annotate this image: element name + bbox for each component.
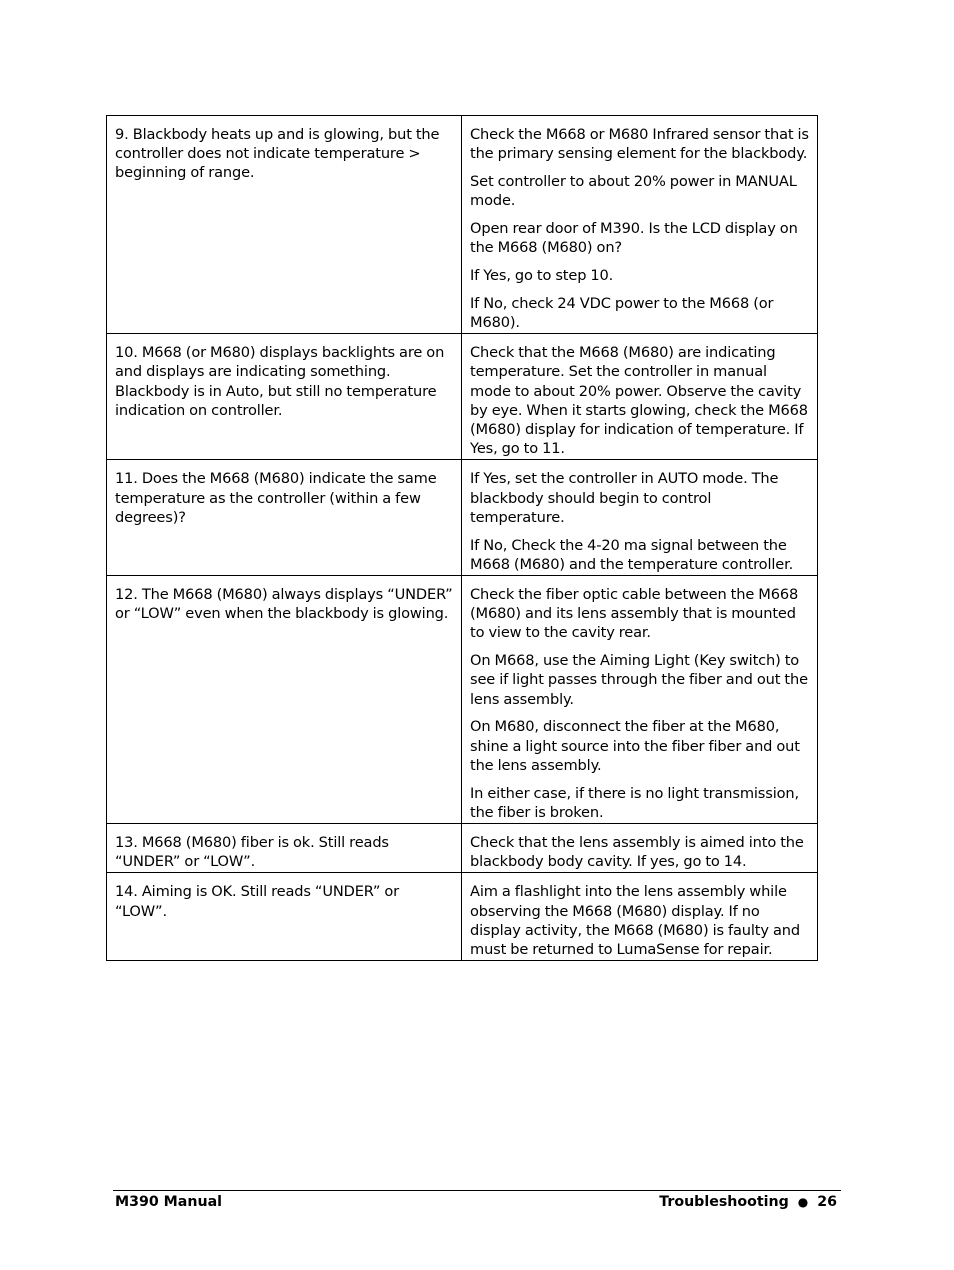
action-text: Set controller to about 20% power in MANUAL mode. [470,173,797,210]
problem-cell: 10. M668 (or M680) displays backlights are on and displays are indicating something. Blackbody is in Auto, but still no temperature indication on controller. [107,334,462,460]
troubleshooting-table [106,115,818,961]
problem-cell: 11. Does the M668 (M680) indicate the same temperature as the controller (within a few degrees)? [107,460,462,576]
action-cell [462,576,818,824]
action-text: If No, Check the 4-20 ma signal between the M668 (M680) and the temperature controller. [470,536,794,573]
table-row [107,334,818,460]
action-cell [462,824,818,873]
action-cell [462,334,818,460]
table-row [107,824,818,873]
action-text: On M668, use the Aiming Light (Key switch) to see if light passes through the fiber and out the lens assembly. [470,652,808,708]
action-text: In either case, if there is no light transmission, the fiber is broken. [470,784,799,821]
action-cell [462,873,818,961]
action-text: Open rear door of M390. Is the LCD display on the M668 (M680) on? [470,220,798,257]
action-text: If Yes, go to step 10. [470,267,614,284]
action-text: Check the fiber optic cable between the M668 (M680) and its lens assembly that is mounted to view to the cavity rear. [470,586,799,642]
action-text: Check that the lens assembly is aimed into the blackbody body cavity. If yes, go to 14. [470,834,804,871]
table-row [107,576,818,824]
table-row [107,116,818,334]
problem-cell: 12. The M668 (M680) always displays “UNDER” or “LOW” even when the blackbody is glowing. [107,576,462,824]
footer-divider [113,1190,841,1191]
bullet-separator: ● [797,1195,809,1209]
action-text: If Yes, set the controller in AUTO mode. The blackbody should begin to control temperature. [470,470,779,526]
footer-manual-title: M390 Manual [115,1194,223,1210]
problem-cell: 14. Aiming is OK. Still reads “UNDER” or “LOW”. [107,873,462,961]
footer-section-name: Troubleshooting [659,1194,789,1210]
problem-cell: 9. Blackbody heats up and is glowing, but the controller does not indicate temperature > beginning of range. [107,116,462,334]
problem-cell: 13. M668 (M680) fiber is ok. Still reads “UNDER” or “LOW”. [107,824,462,873]
action-cell [462,116,818,334]
page-number: 26 [817,1194,837,1210]
action-text: If No, check 24 VDC power to the M668 (or M680). [470,294,774,331]
action-text: On M680, disconnect the fiber at the M680, shine a light source into the fiber fiber and out the lens assembly. [470,718,800,774]
footer-section-page [659,1193,837,1212]
table-row [107,460,818,576]
action-cell [462,460,818,576]
action-text: Check the M668 or M680 Infrared sensor that is the primary sensing element for the blackbody. [470,126,809,163]
table-row [107,873,818,961]
action-text: Check that the M668 (M680) are indicating temperature. Set the controller in manual mode to about 20% power. Observe the cavity by eye. When it starts glowing, check the M668 (M680) display for indication of temperature. If Yes, go to 11. [470,344,808,458]
action-text: Aim a flashlight into the lens assembly while observing the M668 (M680) display. If no display activity, the M668 (M680) is faulty and must be returned to LumaSense for repair. [470,883,800,959]
